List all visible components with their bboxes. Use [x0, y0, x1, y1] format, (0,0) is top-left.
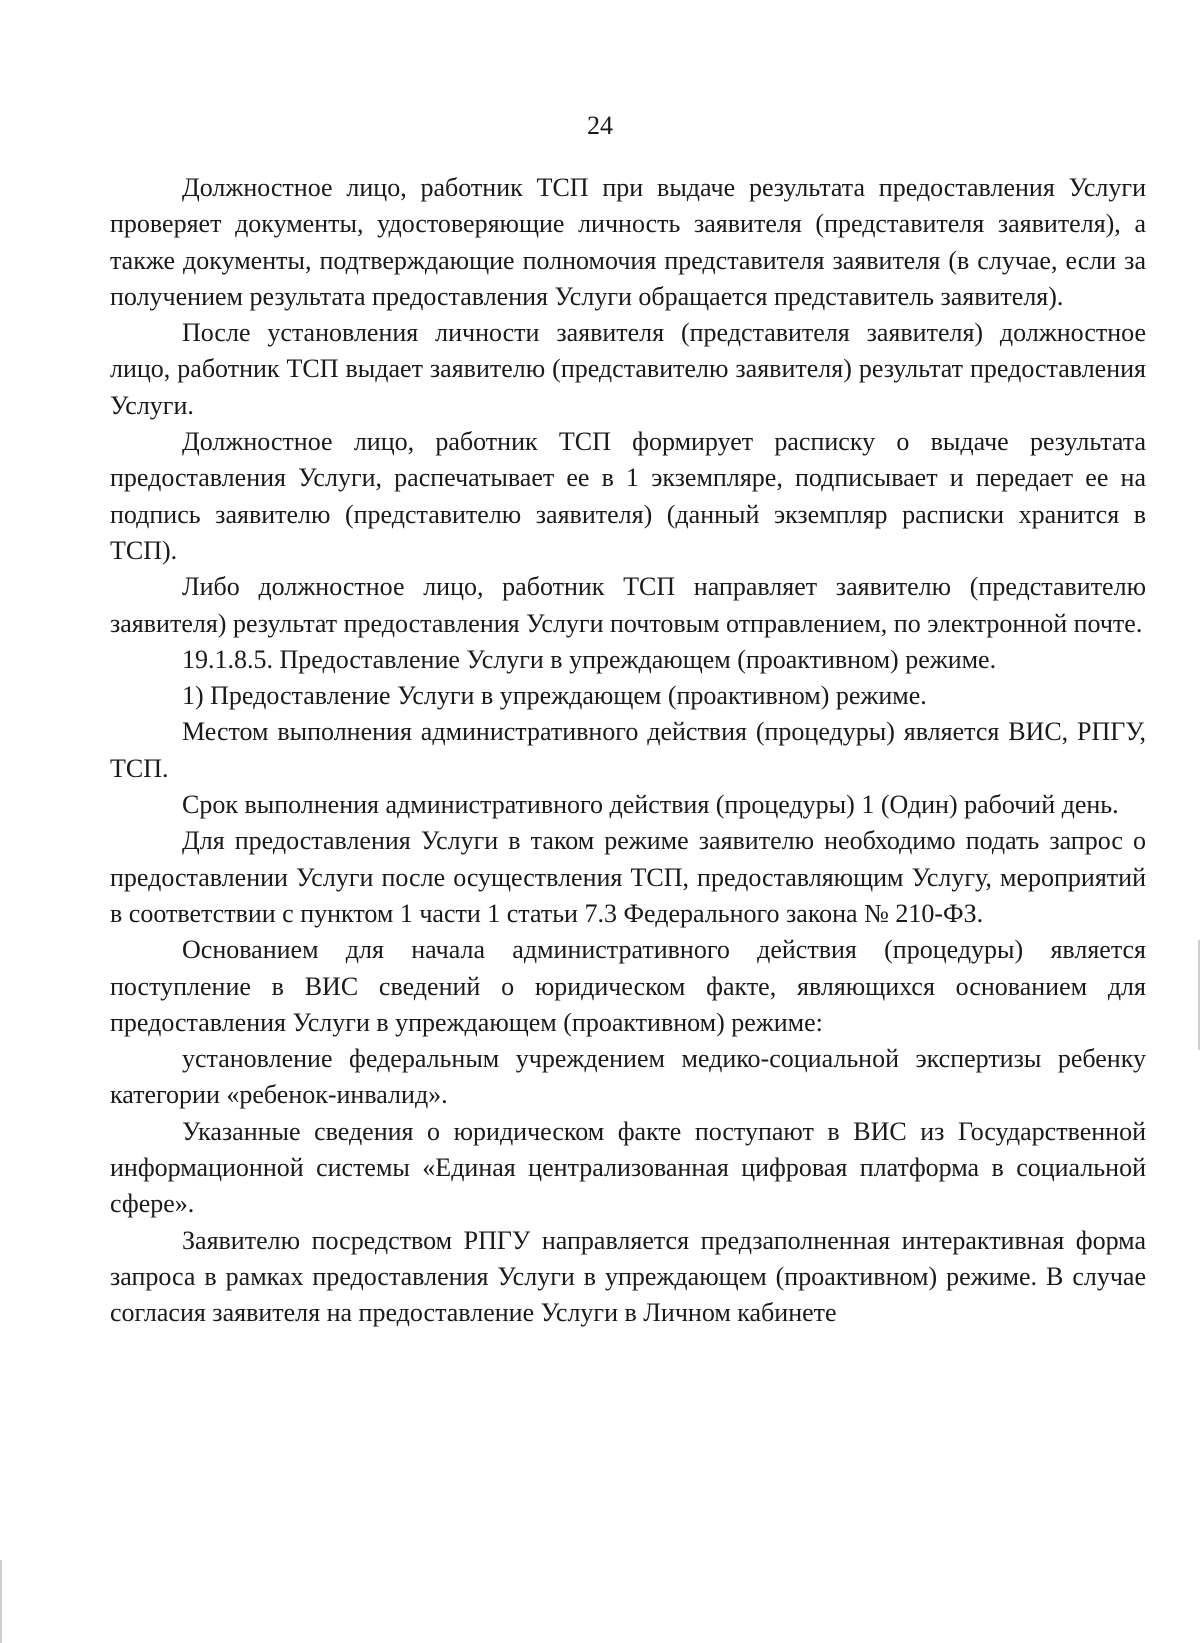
paragraph: Должностное лицо, работник ТСП формирует расписку о выдаче результата предоставления Услуги, распечатывает ее в 1 экземпляре, подписывает и передает ее на подпись заявителю (представителю заявителя) (данный экземпляр расписки хранится в ТСП). — [110, 427, 1146, 565]
paragraph: Местом выполнения административного действия (процедуры) является ВИС, РПГУ, ТСП. — [110, 717, 1146, 783]
paragraph: Для предоставления Услуги в таком режиме заявителю необходимо подать запрос о предоставлении Услуги после осуществления ТСП, предоставляющим Услугу, мероприятий в соответствии с пунктом 1 части 1 статьи 7.3 Федерального закона № 210-ФЗ. — [110, 826, 1146, 928]
section-heading: 19.1.8.5. Предоставление Услуги в упреждающем (проактивном) режиме. — [182, 644, 997, 674]
paragraph: установление федеральным учреждением медико-социальной экспертизы ребенку категории «ребенок-инвалид». — [110, 1044, 1146, 1110]
paragraph: Должностное лицо, работник ТСП при выдаче результата предоставления Услуги проверяет документы, удостоверяющие личность заявителя (представителя заявителя), а также документы, подтверждающие полномочия представителя заявителя (в случае, если за получением результата предоставления Услуги обращается представитель заявителя). — [110, 173, 1146, 311]
paragraph: Либо должностное лицо, работник ТСП направляет заявителю (представителю заявителя) результат предоставления Услуги почтовым отправлением, по электронной почте. — [110, 572, 1146, 638]
document-body — [110, 170, 1146, 1332]
paragraph: Указанные сведения о юридическом факте поступают в ВИС из Государственной информационной системы «Единая централизованная цифровая платформа в социальной сфере». — [110, 1116, 1146, 1219]
paragraph: Заявителю посредством РПГУ направляется предзаполненная интерактивная форма запроса в рамках предоставления Услуги в упреждающем (проактивном) режиме. В случае согласия заявителя на предоставление Услуги в Личном кабинете — [110, 1225, 1146, 1328]
page-number: 24 — [587, 111, 613, 140]
scan-edge-line — [0, 1560, 2, 1643]
paragraph: Срок выполнения административного действия (процедуры) 1 (Один) рабочий день. — [182, 790, 1119, 820]
paragraph: После установления личности заявителя (представителя заявителя) должностное лицо, работник ТСП выдает заявителю (представителю заявителя) результат предоставления Услуги. — [110, 318, 1146, 420]
subsection-heading: 1) Предоставление Услуги в упреждающем (проактивном) режиме. — [182, 681, 927, 711]
paragraph: Основанием для начала административного действия (процедуры) является поступление в ВИС сведений о юридическом факте, являющихся основанием для предоставления Услуги в упреждающем (проактивном) режиме: — [110, 935, 1146, 1037]
